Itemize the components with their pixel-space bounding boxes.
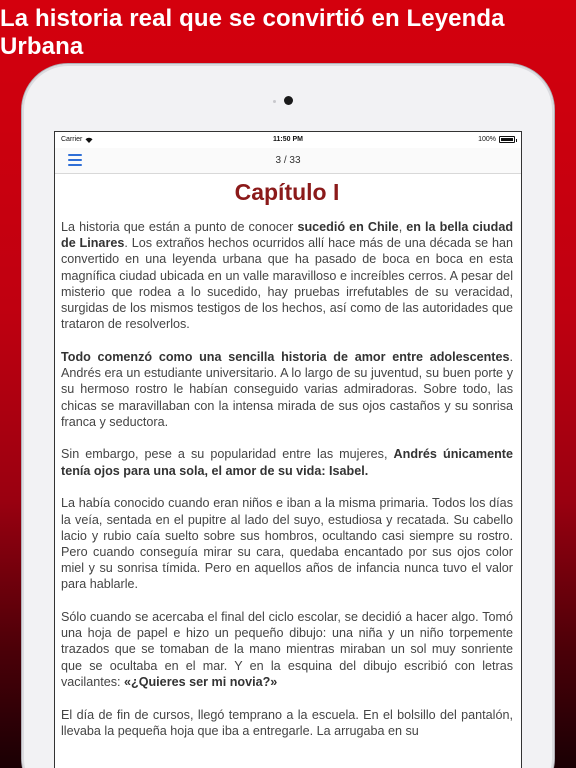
- battery-percent: 100%: [478, 136, 496, 143]
- carrier-label: Carrier: [61, 136, 83, 143]
- page-indicator: 3 / 33: [275, 155, 301, 166]
- paragraph: [61, 446, 513, 478]
- paragraph: [61, 219, 513, 332]
- bold-text: «¿Quieres ser mi novia?»: [124, 674, 278, 689]
- paragraph: [61, 707, 513, 739]
- text-run: La historia que están a punto de conocer: [61, 220, 298, 234]
- reader-content[interactable]: [61, 176, 513, 755]
- text-run: . Andrés era un estudiante universitario. A lo largo de su juventud, su buen porte y su hermoso rostro le habían conseguido varias admiradoras. Sobre todo, las chicas se maravillaban con la intensa mirada de sus ojos castaños y su sonrisa franca y seductora.: [61, 349, 513, 429]
- nav-bar: [55, 148, 521, 174]
- promo-banner-title: La historia real que se convirtió en Leyenda Urbana: [0, 5, 505, 60]
- status-time: 11:50 PM: [273, 136, 303, 143]
- bold-text: sucedió en Chile: [297, 220, 399, 234]
- paragraph: [61, 495, 513, 592]
- text-run: ,: [398, 220, 407, 234]
- text-run: Sin embargo, pese a su popularidad entre las mujeres,: [61, 447, 394, 462]
- chapter-title: Capítulo I: [234, 179, 340, 205]
- chapter-body: [61, 219, 513, 739]
- bold-text: en la bella ciudad de Linares: [61, 220, 514, 251]
- text-run: El día de fin de cursos, llegó temprano a la escuela. En el bolsillo del pantalón, llevaba la pequeña hoja que iba a entregarle. La arrugaba en su: [61, 707, 513, 738]
- battery-icon: [499, 136, 515, 143]
- camera-icon: [284, 96, 293, 105]
- front-sensor: [273, 100, 276, 103]
- status-right: [478, 136, 515, 143]
- text-run: . Los extraños hechos ocurridos allí hace más de una década se han convertido en una leyenda urbana que ha pasado de boca en boca en esta magnífica ciudad ubicada en un valle maravilloso e increíbles cerros. A pesar del misterio que rodea a lo sucedido, hay pruebas irrefutables de su veracidad, surgidas de los mismos testigos de los hechos, así como de las autoridades que trataron de resolverlos.: [61, 236, 513, 332]
- paragraph: [61, 349, 513, 430]
- bold-text: Todo comenzó como una sencilla historia de amor entre adolescentes: [61, 349, 510, 364]
- bold-text: Andrés únicamente tenía ojos para una sola, el amor de su vida: Isabel.: [61, 447, 513, 478]
- text-run: La había conocido cuando eran niños e iban a la misma primaria. Todos los días la veía, sentada en el pupitre al lado del suyo, estudiosa y recatada. Su cabello lacio y rubio caía suelto sobre sus hombros, ocultando casi siempre su rostro. Pero cuando conseguía mirar su cara, quedaba encantado por sus ojos color miel y su sonrisa tímida. Pero en aquellos años de infancia nunca tuvo el valor para hablarle.: [61, 496, 513, 592]
- paragraph: [61, 609, 513, 690]
- app-screen: [54, 131, 522, 768]
- status-bar: [55, 132, 521, 148]
- text-run: Sólo cuando se acercaba el final del ciclo escolar, se decidió a hacer algo. Tomó una hoja de papel e hizo un pequeño dibujo: una niña y un niño torpemente trazados que se tomaban de la mano mientras miraban un sol muy sonriente que se ocultaba en el mar. Y en la esquina del dibujo escribió con letras vacilantes:: [61, 610, 513, 689]
